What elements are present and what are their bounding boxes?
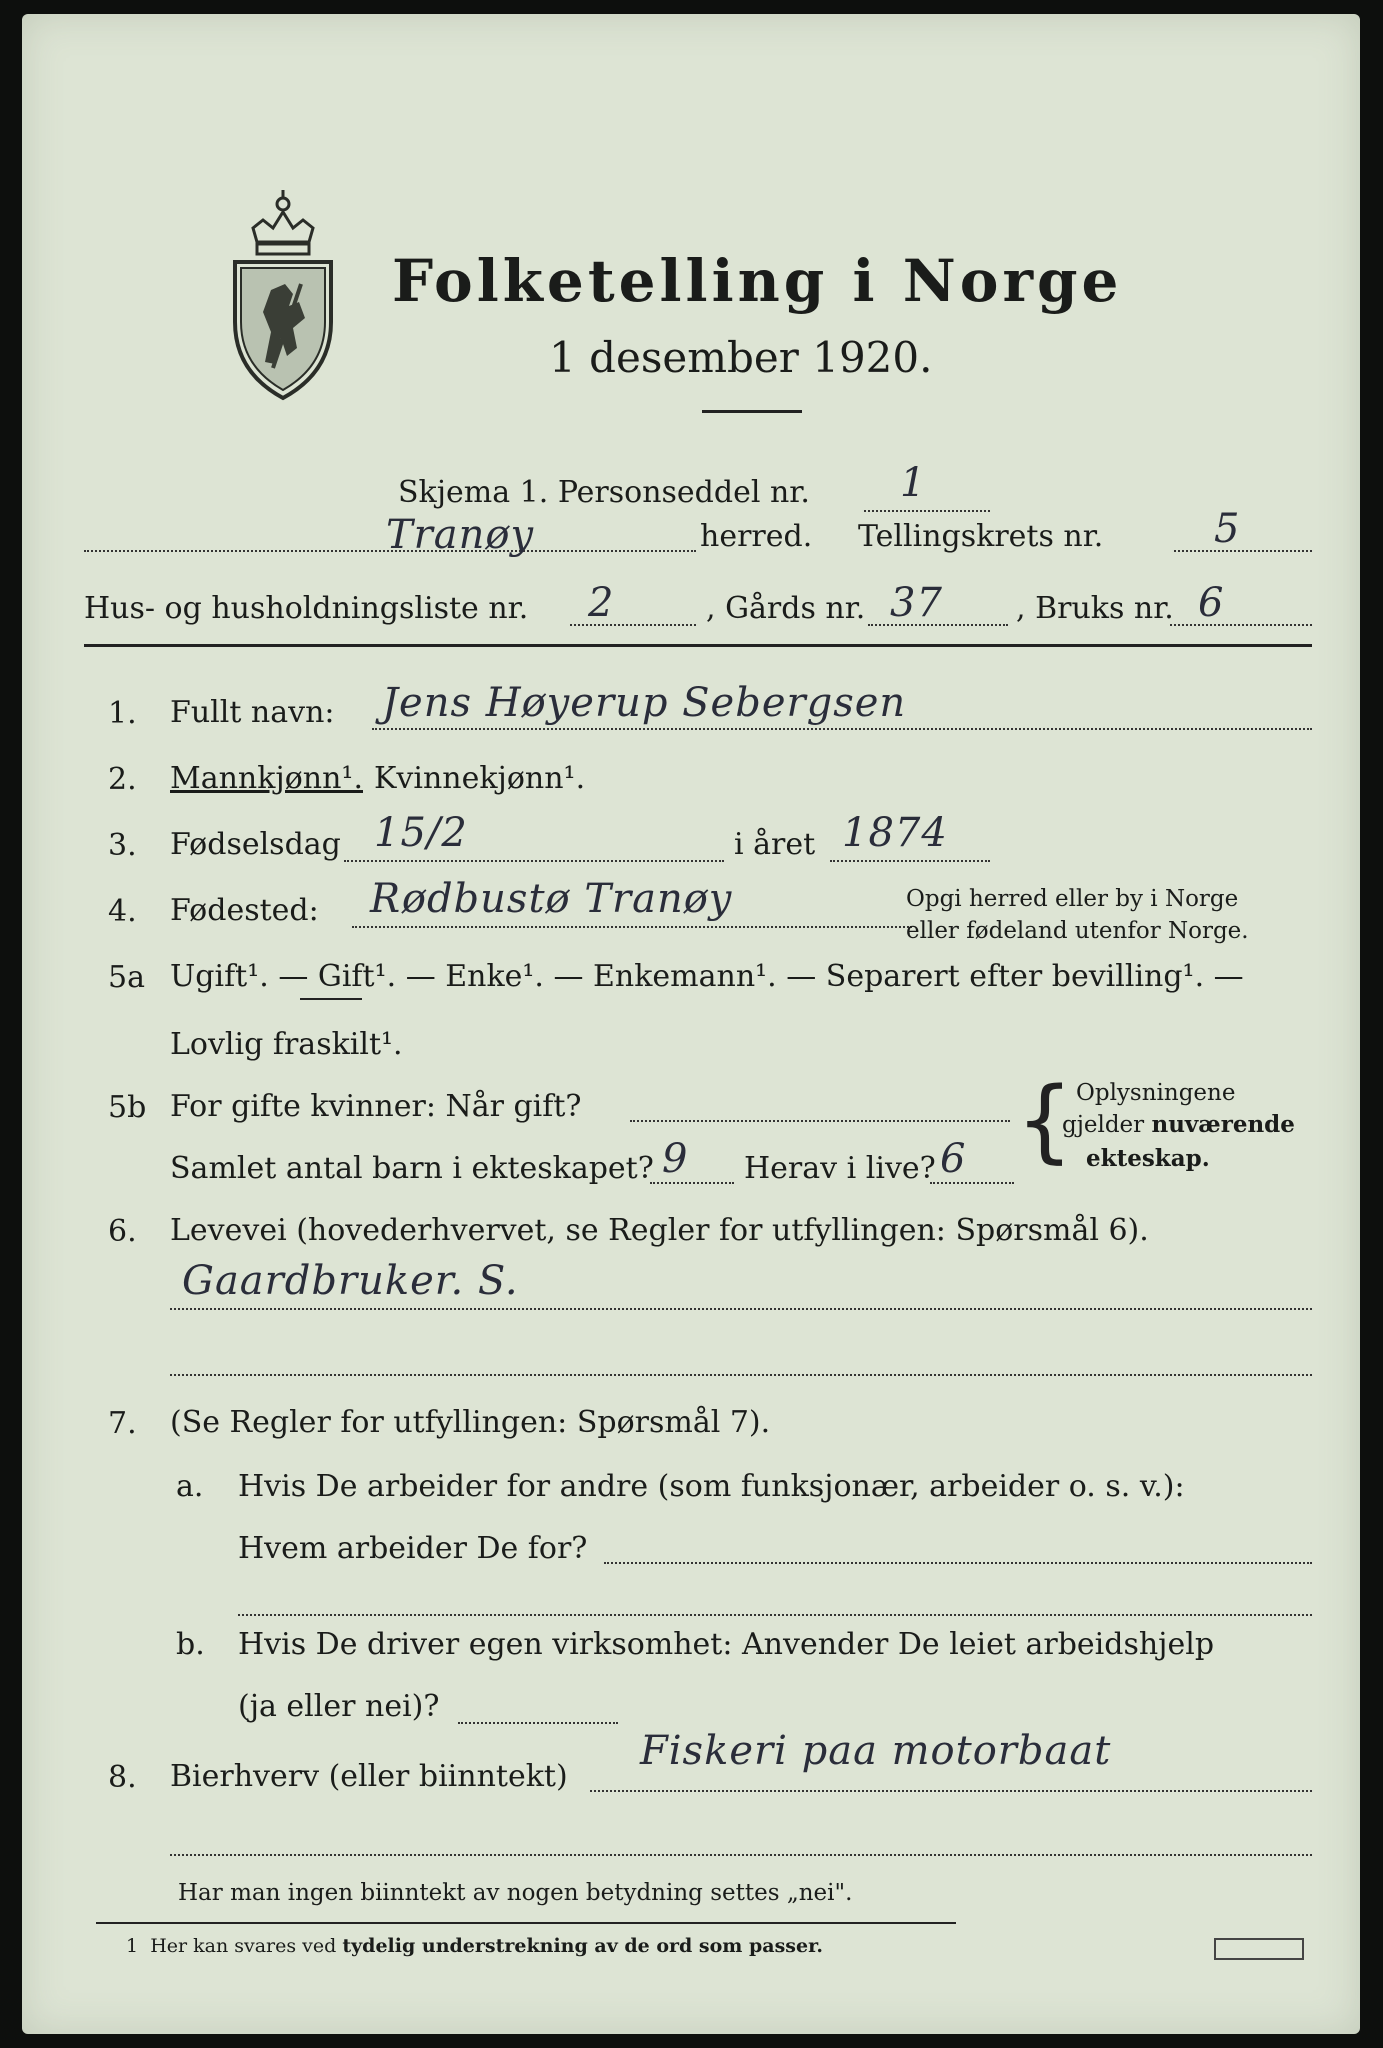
schema-label: Skjema 1. Personseddel nr. — [398, 475, 810, 510]
q7-number: 7. — [108, 1406, 137, 1441]
bruks-value: 6 — [1198, 580, 1225, 626]
q7a-letter: a. — [176, 1469, 204, 1504]
q4-note-line2: eller fødeland utenfor Norge. — [906, 918, 1249, 944]
q7a-line1: Hvis De arbeider for andre (som funksjonær, arbeider o. s. v.): — [238, 1469, 1185, 1504]
tellingskrets-label: Tellingskrets nr. — [858, 519, 1104, 554]
gards-value: 37 — [890, 580, 943, 626]
birth-year-value: 1874 — [842, 810, 948, 856]
q4-number: 4. — [108, 894, 137, 929]
q8-number: 8. — [108, 1760, 137, 1795]
q2-male: Mannkjønn¹. — [170, 761, 363, 796]
q5a-line2: Lovlig fraskilt¹. — [170, 1027, 403, 1062]
q3-number: 3. — [108, 828, 137, 863]
q7b-line2: (ja eller nei)? — [238, 1689, 440, 1724]
q7b-line1: Hvis De driver egen virksomhet: Anvender De leiet arbeidshjelp — [238, 1627, 1215, 1662]
q5b-note-line3: ekteskap. — [1086, 1145, 1210, 1172]
q5b-brace: { — [1016, 1068, 1074, 1173]
gards-label: , Gårds nr. — [706, 591, 866, 626]
q3-label: Fødselsdag — [170, 827, 341, 862]
census-form-sheet — [22, 14, 1360, 2034]
herred-value: Tranøy — [386, 512, 535, 558]
q2-number: 2. — [108, 762, 137, 797]
q7-label: (Se Regler for utfyllingen: Spørsmål 7). — [170, 1405, 771, 1440]
q5b-number: 5b — [108, 1090, 147, 1125]
q5b-married-label: For gifte kvinner: Når gift? — [170, 1089, 582, 1124]
title-divider — [702, 410, 802, 413]
q8-note: Har man ingen biinntekt av nogen betydning settes „nei". — [178, 1880, 853, 1906]
q1-label: Fullt navn: — [170, 695, 335, 730]
household-list-label: Hus- og husholdningsliste nr. — [84, 591, 529, 626]
household-list-value: 2 — [588, 580, 615, 626]
q6-label: Levevei (hovederhvervet, se Regler for utfyllingen: Spørsmål 6). — [170, 1213, 1149, 1248]
person-slip-number: 1 — [900, 460, 927, 506]
form-date: 1 desember 1920. — [549, 333, 933, 382]
birthplace-value: Rødbustø Tranøy — [370, 876, 733, 922]
tellingskrets-value: 5 — [1214, 506, 1241, 552]
children-total-value: 9 — [662, 1136, 689, 1182]
q6-number: 6. — [108, 1214, 137, 1249]
header-divider — [84, 644, 1312, 647]
q1-number: 1. — [108, 696, 137, 731]
q5b-children-label: Samlet antal barn i ekteskapet? — [170, 1151, 654, 1186]
herred-label: herred. — [700, 519, 813, 554]
q5b-note-line1: Oplysningene — [1076, 1080, 1236, 1106]
q8-label: Bierhverv (eller biinntekt) — [170, 1759, 568, 1794]
q5b-note-line2: gjelder nuværende — [1062, 1111, 1295, 1138]
q5a-number: 5a — [108, 960, 145, 995]
form-title: Folketelling i Norge — [392, 247, 1123, 315]
q5b-alive-label: Herav i live? — [744, 1151, 936, 1186]
q2-female: Kvinnekjønn¹. — [374, 761, 586, 796]
q3-year-label: i året — [734, 827, 816, 862]
q4-label: Fødested: — [170, 893, 319, 928]
norway-coat-of-arms-icon — [227, 172, 339, 404]
birthday-value: 15/2 — [374, 810, 468, 856]
q7b-letter: b. — [176, 1627, 205, 1662]
footnote-divider — [96, 1922, 956, 1924]
side-income-value: Fiskeri paa motorbaat — [640, 1728, 1112, 1774]
bruks-label: , Bruks nr. — [1016, 591, 1174, 626]
married-underline — [300, 998, 362, 1000]
q7a-line2: Hvem arbeider De for? — [238, 1531, 588, 1566]
q5a-line1: Ugift¹. — Gift¹. — Enke¹. — Enkemann¹. — Separert efter bevilling¹. — — [170, 959, 1244, 994]
footnote: 1 Her kan svares ved tydelig understrekning av de ord som passer. — [126, 1935, 823, 1957]
q4-note-line1: Opgi herred eller by i Norge — [906, 886, 1239, 912]
full-name-value: Jens Høyerup Sebergsen — [382, 680, 907, 726]
printer-stamp — [1214, 1938, 1304, 1960]
occupation-value: Gaardbruker. S. — [182, 1258, 519, 1304]
children-alive-value: 6 — [940, 1136, 967, 1182]
